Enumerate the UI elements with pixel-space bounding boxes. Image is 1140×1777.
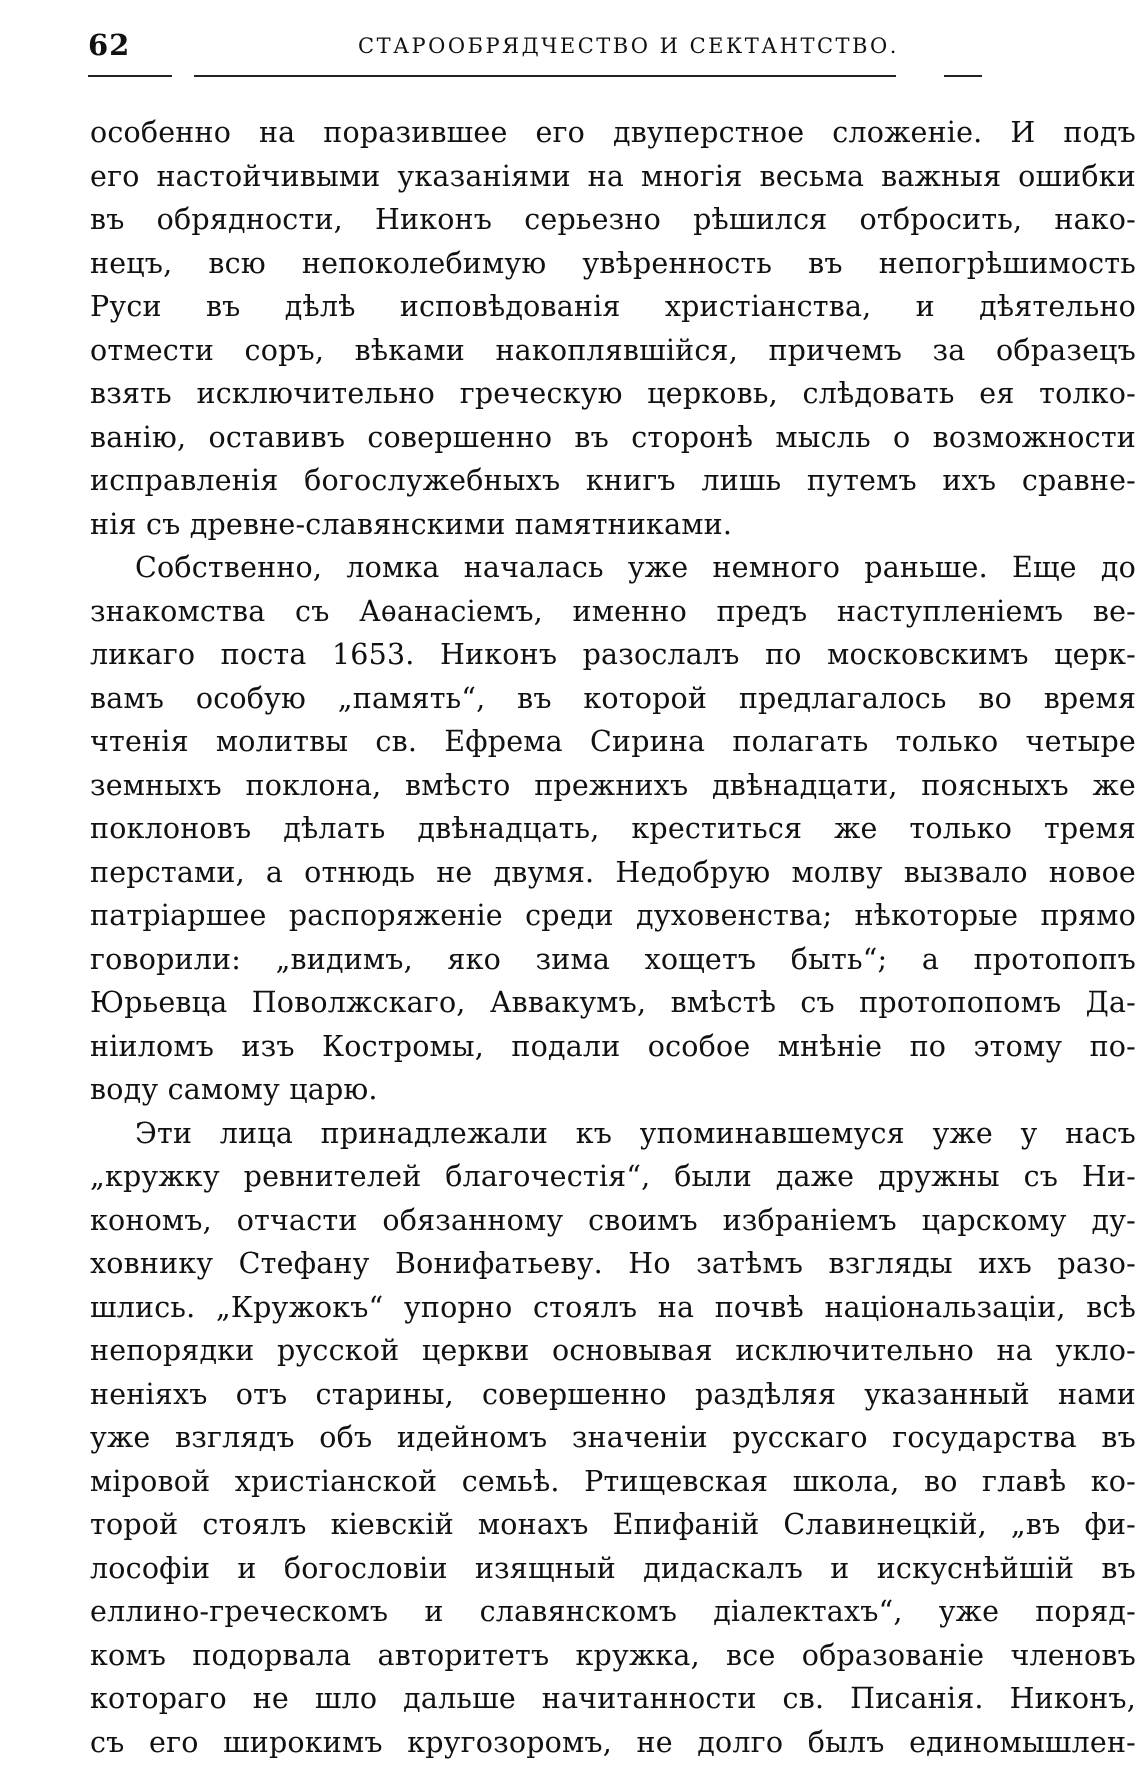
text-line: взять исключительно греческую церковь, слѣдовать ея толко- <box>90 377 1136 410</box>
text-line: чтенія молитвы св. Ефрема Сирина полагать только четыре <box>90 725 1136 758</box>
text-line: въ обрядности, Никонъ серьезно рѣшился отбросить, нако- <box>90 203 1136 236</box>
text-line: Руси въ дѣлѣ исповѣдованія христіанства, и дѣятельно <box>90 290 1136 323</box>
text-line: его настойчивыми указаніями на многія весьма важныя ошибки <box>90 159 1136 193</box>
text-line: вамъ особую „память“, въ которой предлагалось во время <box>90 681 1136 715</box>
text-line: Юрьевца Поволжскаго, Аввакумъ, вмѣстѣ съ протопопомъ Да- <box>90 986 1136 1019</box>
text-line: исправленія богослужебныхъ книгъ лишь путемъ ихъ сравне- <box>90 464 1136 497</box>
text-line: неніяхъ отъ старины, совершенно раздѣляя указанный нами <box>90 1377 1136 1411</box>
paragraph-first-line: Эти лица принадлежали къ упоминавшемуся уже у насъ <box>135 1116 1136 1150</box>
text-line: комъ подорвала авторитетъ кружка, все образованіе членовъ <box>90 1638 1136 1672</box>
text-line: котораго не шло дальше начитанности св. Писанія. Никонъ, <box>90 1682 1136 1715</box>
text-line: съ его широкимъ кругозоромъ, не долго былъ единомышлен- <box>90 1725 1136 1759</box>
text-line: торой стоялъ кіевскій монахъ Епифаній Славинецкій, „въ фи- <box>90 1508 1136 1541</box>
text-line: патріаршее распоряженіе среди духовенства; нѣкоторые прямо <box>90 899 1136 932</box>
running-title: СТАРООБРЯДЧЕСТВО И СЕКТАНТСТВО. <box>358 34 899 58</box>
page-number: 62 <box>88 28 131 62</box>
text-line: еллино-греческомъ и славянскомъ діалектахъ“, уже поряд- <box>90 1595 1136 1628</box>
text-line: шлись. „Кружокъ“ упорно стоялъ на почвѣ національзаціи, всѣ <box>90 1290 1136 1324</box>
text-line: ховнику Стефану Вонифатьеву. Но затѣмъ взгляды ихъ разо- <box>90 1247 1136 1280</box>
text-line: ликаго поста 1653. Никонъ разослалъ по московскимъ церк- <box>90 638 1136 671</box>
paragraph-last-line: воду самому царю. <box>90 1073 378 1106</box>
text-line: „кружку ревнителей благочестія“, были даже дружны съ Ни- <box>90 1160 1136 1193</box>
text-line: отмести соръ, вѣками накоплявшійся, причемъ за образецъ <box>90 333 1136 367</box>
text-line: говорили: „видимъ, яко зима хощетъ быть“; а протопопъ <box>90 942 1136 976</box>
paragraph-last-line: нія съ древне-славянскими памятниками. <box>90 507 733 541</box>
text-line: особенно на поразившее его двуперстное сложеніе. И подъ <box>90 116 1136 149</box>
text-line: ванію, оставивъ совершенно въ сторонѣ мысль о возможности <box>90 420 1136 454</box>
text-line: уже взглядъ объ идейномъ значеніи русскаго государства въ <box>90 1421 1136 1454</box>
header-rule-left <box>88 75 172 77</box>
text-line: непорядки русской церкви основывая исключительно на укло- <box>90 1334 1136 1367</box>
text-line: кономъ, отчасти обязанному своимъ избраніемъ царскому ду- <box>90 1203 1136 1237</box>
text-line: міровой христіанской семьѣ. Ртищевская школа, во главѣ ко- <box>90 1464 1136 1498</box>
header-rule-center <box>194 75 896 77</box>
text-line: лософіи и богословіи изящный дидаскалъ и искуснѣйшій въ <box>90 1551 1136 1585</box>
text-line: перстами, а отнюдь не двумя. Недобрую молву вызвало новое <box>90 855 1136 889</box>
text-line: поклоновъ дѣлать двѣнадцать, креститься же только тремя <box>90 812 1136 845</box>
text-line: нецъ, всю непоколебимую увѣренность въ непогрѣшимость <box>90 246 1136 280</box>
text-line: ніиломъ изъ Костромы, подали особое мнѣніе по этому по- <box>90 1029 1136 1063</box>
text-line: земныхъ поклона, вмѣсто прежнихъ двѣнадцати, поясныхъ же <box>90 768 1136 802</box>
text-line: знакомства съ Аѳанасіемъ, именно предъ наступленіемъ ве- <box>90 594 1136 628</box>
running-head <box>88 24 1140 64</box>
header-rule-right <box>944 75 982 77</box>
body-text <box>90 111 1136 1764</box>
paragraph-first-line: Собственно, ломка началась уже немного раньше. Еще до <box>135 551 1136 584</box>
